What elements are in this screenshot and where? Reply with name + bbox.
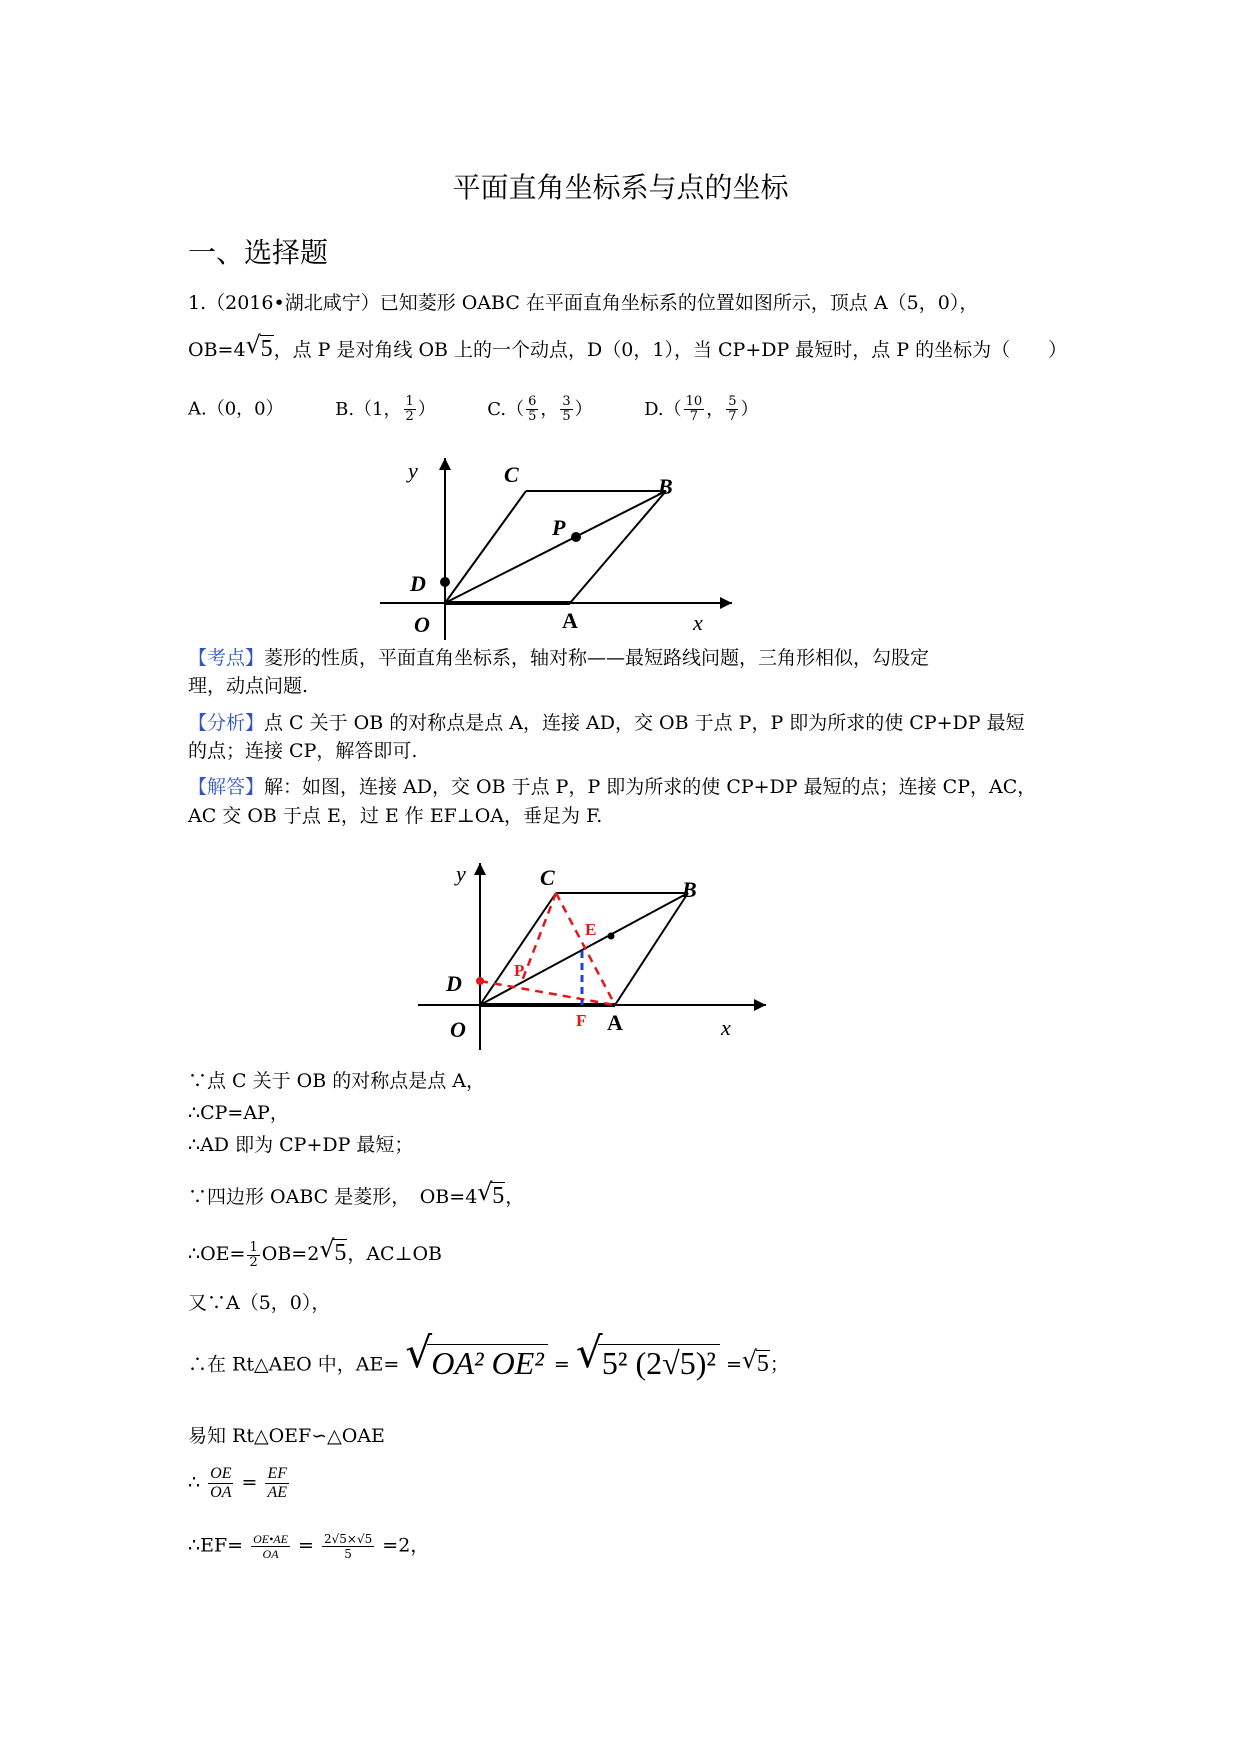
step-1: ∵点 C 关于 OB 的对称点是点 A， — [188, 1070, 485, 1092]
step-5: ∴OE= $\frac{1}{2}$ OB=2 √ 5，AC⊥OB — [188, 1235, 442, 1270]
label-x: x — [693, 610, 703, 635]
diagonal-ob — [480, 893, 688, 1005]
page-title: 平面直角坐标系与点的坐标 — [452, 171, 789, 204]
radical-oa-oe: √ OA² OE² — [405, 1350, 548, 1381]
kaodian-line-1: 【考点】菱形的性质，平面直角坐标系，轴对称——最短路线问题，三角形相似，勾股定 — [188, 647, 930, 669]
option-d[interactable]: D.（ $\frac{10}{7}$ ， $\frac{5}{7}$ ） — [644, 394, 759, 424]
sqrt-expression: √ 5 — [319, 1235, 347, 1266]
option-b[interactable]: B.（1， $\frac{1}{2}$ ） — [335, 394, 436, 424]
label-o: O — [450, 1017, 466, 1042]
label-p: P — [552, 515, 566, 540]
figure-rhombus-2 — [410, 855, 780, 1055]
label-a: A — [607, 1010, 623, 1035]
jieda-line-2: AC 交 OB 于点 E，过 E 作 EF⊥OA，垂足为 F. — [188, 805, 603, 827]
jieda-tag: 【解答】 — [188, 776, 265, 798]
label-f: F — [576, 1011, 587, 1030]
label-c: C — [540, 865, 555, 890]
step-2: ∴CP=AP， — [188, 1102, 289, 1124]
x-axis-arrow — [720, 597, 732, 609]
side-ab — [570, 491, 666, 603]
point-p — [571, 532, 581, 542]
side-co — [480, 893, 556, 1005]
step-10: ∴EF= $\frac{OE•AE}{OA}$ = $\frac{2√5\times√5}{5}$ =2， — [188, 1532, 430, 1561]
diagonal-ob — [445, 491, 666, 603]
label-e: E — [585, 920, 597, 939]
label-d: D — [410, 571, 426, 596]
label-d: D — [446, 971, 462, 996]
sqrt-expression: √ 5 — [477, 1178, 505, 1209]
step-7: ∴在 Rt△AEO 中，AE= √ OA² OE² = √ 5² (2√5)² = √ 5； — [188, 1328, 789, 1381]
label-o: O — [414, 612, 430, 637]
question-line-2-rest: ，点 P 是对角线 OB 上的一个动点，D（0，1），当 CP+DP 最短时，点 P 的坐标为（ ） — [273, 339, 1068, 361]
option-c[interactable]: C.（ $\frac{6}{5}$ ， $\frac{3}{5}$ ） — [487, 394, 593, 424]
label-y: y — [456, 861, 466, 886]
label-b: B — [682, 877, 697, 902]
label-x: x — [721, 1015, 731, 1040]
label-b: B — [658, 474, 673, 499]
side-co — [445, 491, 526, 603]
jieda-line-1: 【解答】解：如图，连接 AD，交 OB 于点 P，P 即为所求的使 CP+DP 最短的点；连接 CP，AC， — [188, 776, 1037, 798]
step-3: ∴AD 即为 CP+DP 最短； — [188, 1134, 414, 1156]
step-9: ∴ $\frac{OE}{OA}$ = $\frac{EF}{AE}$ — [188, 1465, 288, 1501]
ob-prefix: OB=4 — [188, 339, 246, 361]
y-axis-arrow — [439, 458, 451, 470]
y-axis-arrow — [474, 863, 486, 875]
step-8: 易知 Rt△OEF∽△OAE — [188, 1425, 385, 1447]
fenxi-tag: 【分析】 — [188, 712, 265, 734]
question-line-1: 1.（2016•湖北咸宁）已知菱形 OABC 在平面直角坐标系的位置如图所示，顶点 A（5，0）， — [188, 292, 979, 314]
dot-on-ob — [608, 933, 615, 940]
label-c: C — [504, 462, 519, 487]
step-4: ∵四边形 OABC 是菱形， OB=4 √ 5， — [188, 1178, 525, 1209]
x-axis-arrow — [754, 999, 766, 1011]
sqrt-expression: √ 5 — [741, 1345, 769, 1377]
fenxi-line-1: 【分析】点 C 关于 OB 的对称点是点 A，连接 AD，交 OB 于点 P，P 即为所求的使 CP+DP 最短 — [188, 712, 1025, 734]
kaodian-tag: 【考点】 — [188, 647, 265, 669]
figure-rhombus-1 — [370, 450, 750, 645]
radical-numeric: √ 5² (2√5)² — [576, 1350, 720, 1381]
option-a[interactable]: A.（0，0） — [188, 398, 284, 420]
fenxi-line-2: 的点；连接 CP，解答即可. — [188, 740, 418, 762]
question-line-2 — [188, 331, 1068, 363]
dashed-ca — [556, 893, 615, 1005]
point-d — [440, 577, 450, 587]
section-heading: 一、选择题 — [188, 236, 329, 269]
step-6: 又∵A（5，0）， — [188, 1292, 331, 1314]
label-a: A — [562, 608, 578, 633]
kaodian-line-2: 理，动点问题. — [188, 675, 309, 697]
label-y: y — [408, 458, 418, 483]
side-ab — [615, 893, 688, 1005]
sqrt-expression: √ 5 — [245, 331, 273, 362]
answer-options — [188, 395, 758, 424]
point-d — [476, 977, 484, 985]
label-p: P — [514, 961, 525, 980]
